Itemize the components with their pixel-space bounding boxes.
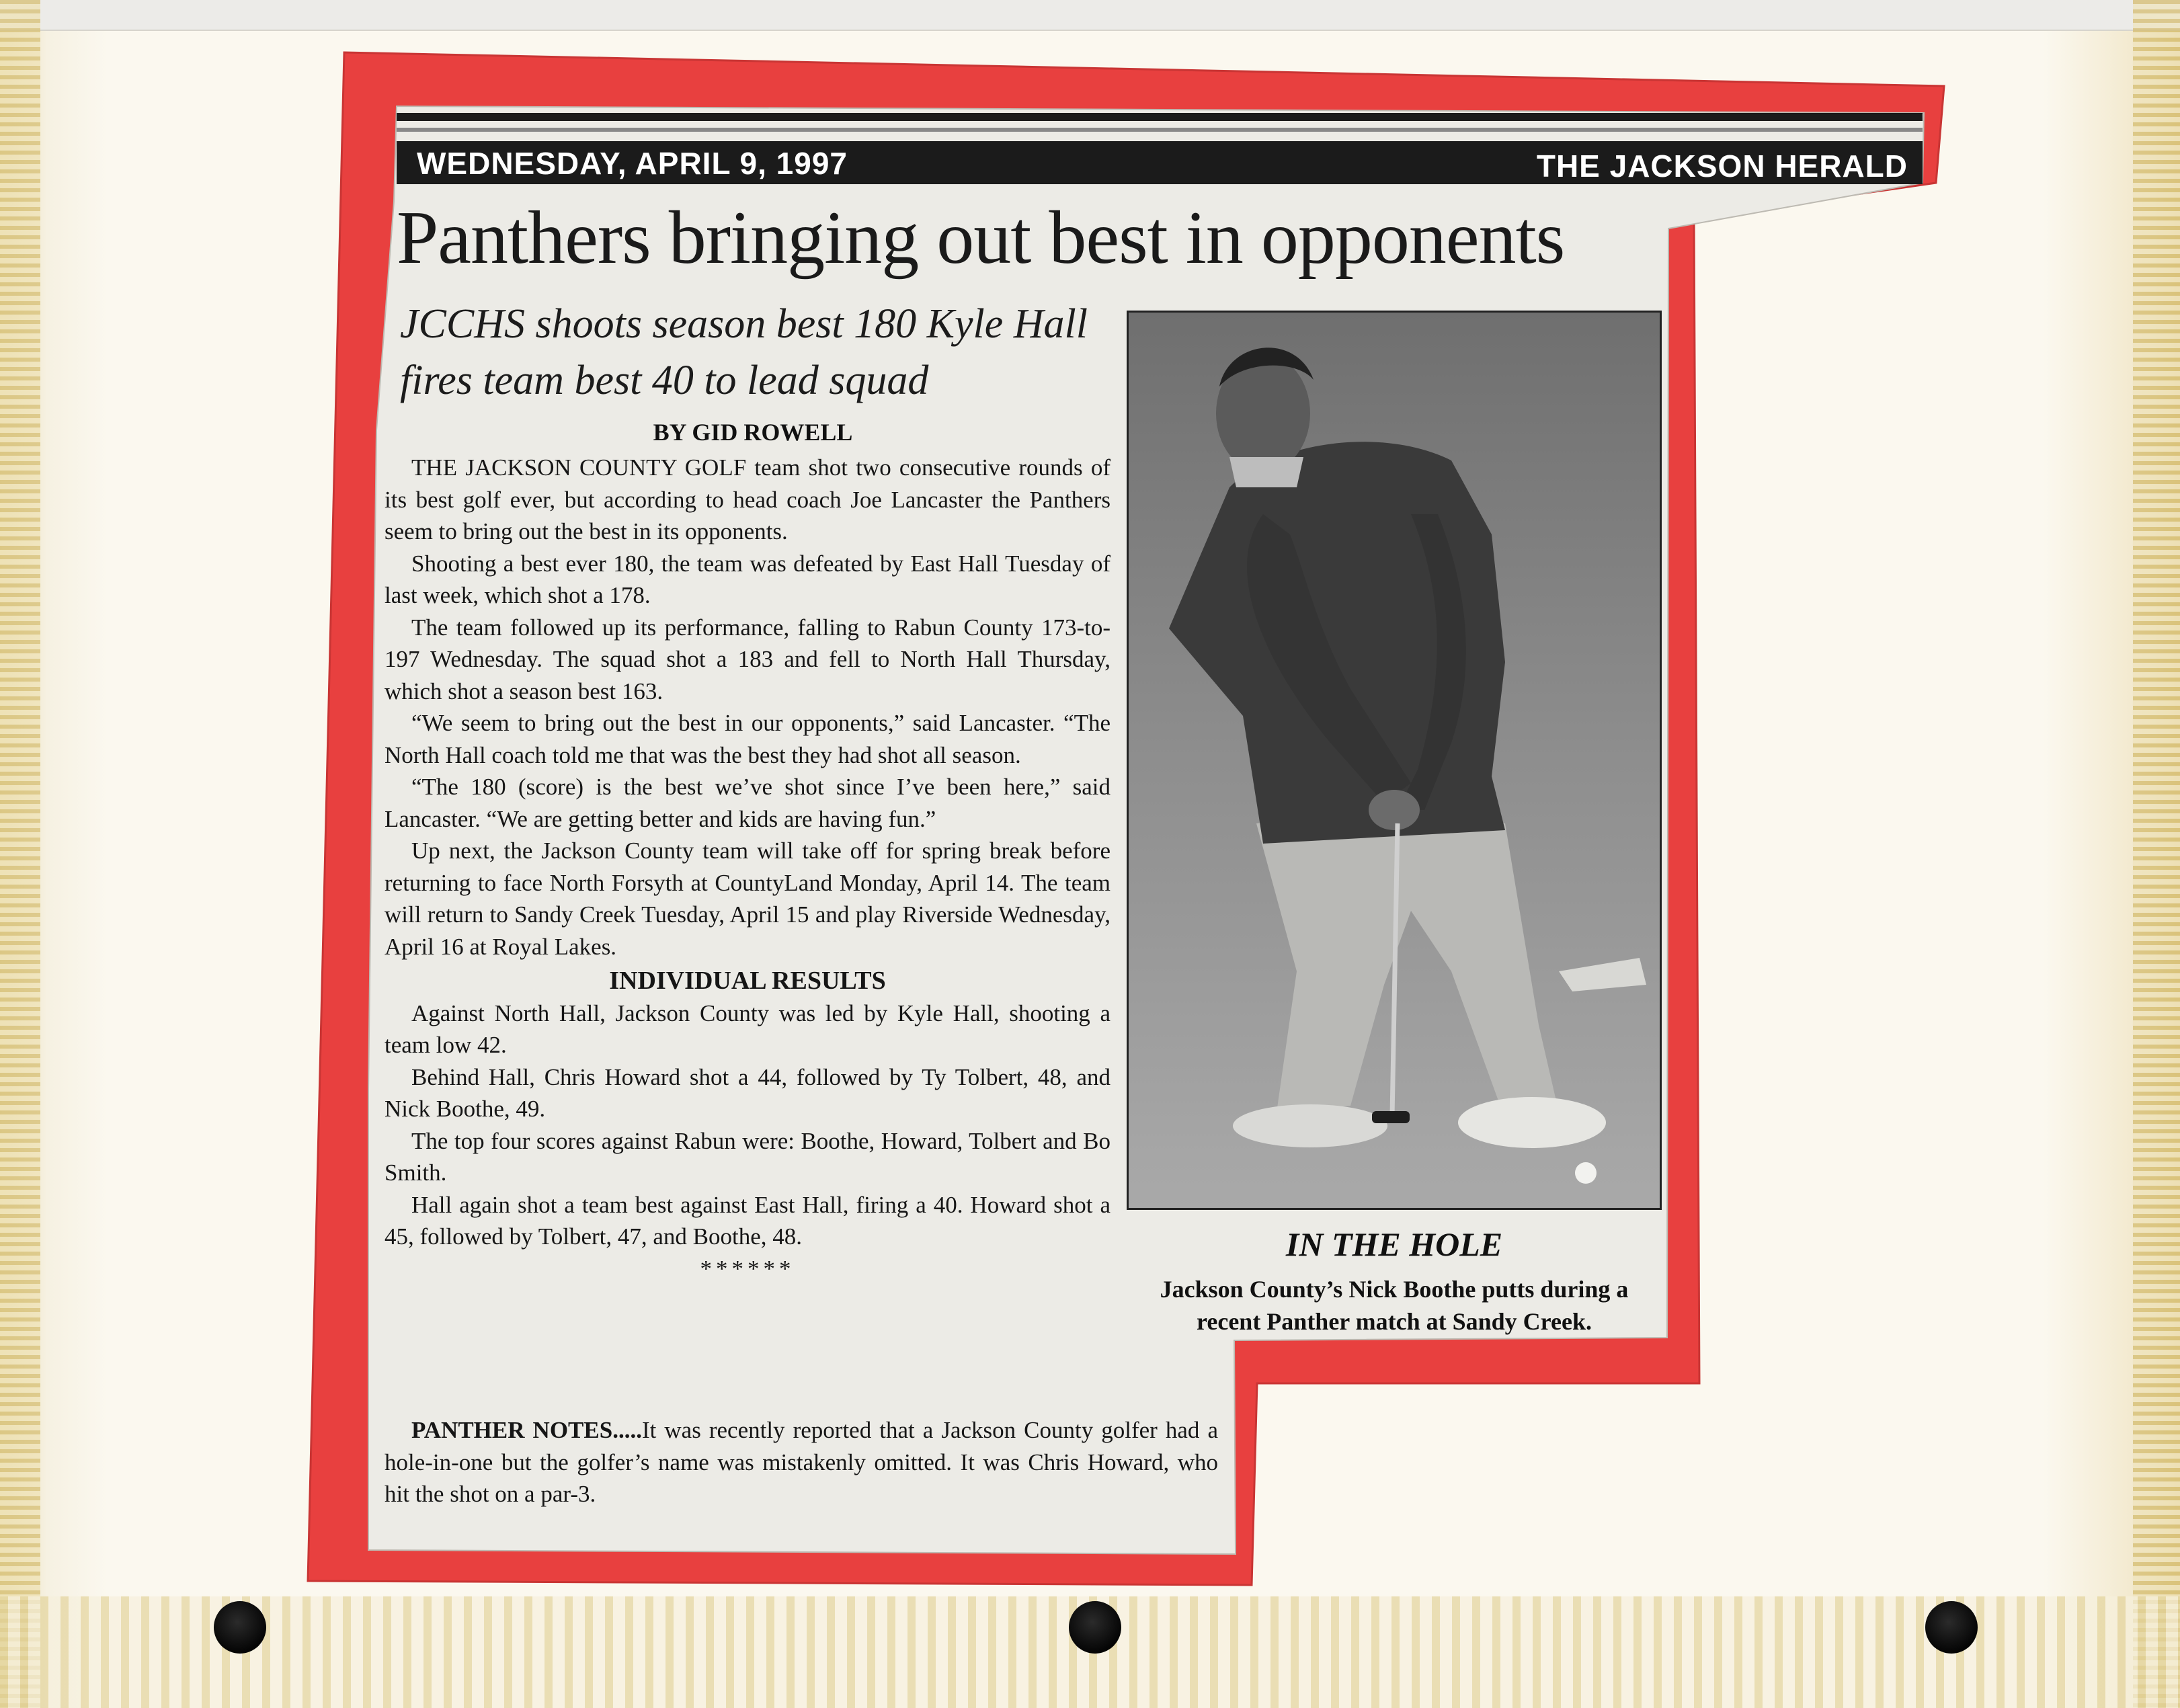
masthead-rule-thin bbox=[397, 128, 1923, 132]
section-separator: ****** bbox=[700, 1255, 795, 1282]
binder-hole-center bbox=[1069, 1601, 1121, 1654]
issue-date: WEDNESDAY, APRIL 9, 1997 bbox=[417, 146, 848, 181]
paragraph: Behind Hall, Chris Howard shot a 44, followed by Ty Tolbert, 48, and Nick Boothe, 49. bbox=[385, 1063, 1111, 1122]
golfer-photo bbox=[1127, 311, 1662, 1210]
article-body bbox=[385, 452, 1111, 1285]
paragraph: Hall again shot a team best against East Hall, firing a 40. Howard shot a 45, followed by Tolbert, 47, and Boothe, 48. bbox=[385, 1191, 1111, 1250]
newspaper-name: THE JACKSON HERALD bbox=[1536, 149, 1908, 184]
byline: BY GID ROWELL bbox=[653, 419, 853, 446]
article-subheadline: JCCHS shoots season best 180 Kyle Hall fires team best 40 to lead squad bbox=[400, 301, 1088, 403]
golfer-putting-image bbox=[1129, 313, 1660, 1208]
paragraph: The team followed up its performance, falling to Rabun County 173-to-197 Wednesday. The squad shot a 183 and fell to North Hall Thursday, which shot a season best 163. bbox=[385, 614, 1111, 704]
paragraph: “The 180 (score) is the best we’ve shot since I’ve been here,” said Lancaster. “We are getting better and kids are having fun.” bbox=[385, 774, 1111, 832]
paragraph: Up next, the Jackson County team will take off for spring break before returning to face North Forsyth at CountyLand Monday, April 14. The team will return to Sandy Creek Tuesday, April 15 and play Riverside Wednesday, April 16 at Royal Lakes. bbox=[385, 838, 1111, 960]
photo-caption: Jackson County’s Nick Boothe putts during a recent Panther match at Sandy Creek. bbox=[1160, 1276, 1629, 1335]
notes-label: PANTHER NOTES..... bbox=[411, 1417, 642, 1443]
masthead-rule bbox=[397, 113, 1923, 121]
paragraph: Shooting a best ever 180, the team was defeated by East Hall Tuesday of last week, which shot a 178. bbox=[385, 550, 1111, 608]
results-subhead: INDIVIDUAL RESULTS bbox=[609, 967, 886, 995]
binder-hole-left bbox=[214, 1601, 266, 1654]
paragraph: THE JACKSON COUNTY GOLF team shot two consecutive rounds of its best golf ever, but according to head coach Joe Lancaster the Panthers seem to bring out the best in its opponents. bbox=[385, 454, 1111, 544]
paragraph: The top four scores against Rabun were: Boothe, Howard, Tolbert and Bo Smith. bbox=[385, 1127, 1111, 1186]
panther-notes bbox=[385, 1414, 1218, 1510]
paragraph: Against North Hall, Jackson County was led by Kyle Hall, shooting a team low 42. bbox=[385, 1000, 1111, 1058]
paragraph: “We seem to bring out the best in our opponents,” said Lancaster. “The North Hall coach told me that was the best they had shot all season. bbox=[385, 710, 1111, 768]
article-headline: Panthers bringing out best in opponents bbox=[397, 196, 1565, 280]
binder-hole-right bbox=[1925, 1601, 1978, 1654]
photo-caption-title: IN THE HOLE bbox=[1285, 1225, 1503, 1263]
notes-text: It was recently reported that a Jackson County golfer had a hole-in-one but the golfer’s name was mistakenly omitted. It was Chris Howard, who hit the shot on a par-3. bbox=[385, 1417, 1218, 1507]
masthead bbox=[397, 141, 1923, 184]
